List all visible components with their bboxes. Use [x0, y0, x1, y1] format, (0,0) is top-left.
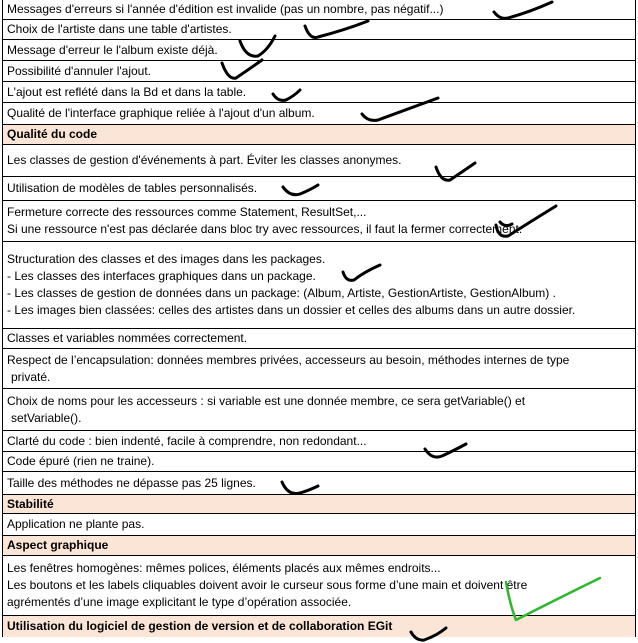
criterion-text: Messages d'erreurs si l'année d'édition est invalide (pas un nombre, pas négatif...): [7, 2, 444, 16]
criterion-row: [3, 82, 635, 103]
criterion-row: [3, 103, 635, 125]
criterion-text: Application ne plante pas.: [7, 517, 145, 531]
criterion-text: privaté.: [11, 369, 51, 384]
criterion-text: - Les images bien classées: celles des artistes dans un dossier et celles des albums dans un autre dossier.: [7, 303, 576, 317]
criterion-text: Les boutons et les labels cliquables doivent avoir le curseur sous forme d’une main et doivent être: [7, 578, 528, 592]
criterion-text: Code épuré (rien ne traine).: [7, 454, 155, 468]
criterion-row: [3, 201, 635, 242]
criterion-text: Choix de l'artiste dans une table d'artistes.: [7, 22, 232, 36]
criterion-row: [3, 145, 635, 177]
criterion-row: [3, 431, 635, 452]
criterion-text: Taille des méthodes ne dépasse pas 25 lignes.: [7, 475, 256, 490]
section-title: Aspect graphique: [7, 538, 109, 552]
section-title: Utilisation du logiciel de gestion de version et de collaboration EGit: [7, 619, 393, 633]
criterion-row: [3, 472, 635, 495]
criterion-text: Choix de noms pour les accesseurs : si variable est une donnée membre, ce sera getVariable() et: [7, 393, 526, 408]
section-header: [3, 495, 635, 514]
criterion-text: Utilisation de modèles de tables personnalisés.: [7, 181, 258, 195]
criterion-text: Si une ressource n'est pas déclarée dans bloc try avec ressources, il faut la fermer correctement.: [7, 222, 523, 236]
criterion-text: setVariable().: [11, 410, 82, 425]
criterion-text: - Les classes de gestion de données dans un package: (Album, Artiste, GestionArtiste, GestionAlbum) .: [7, 286, 556, 300]
criterion-text: - Les classes des interfaces graphiques dans un package.: [7, 269, 316, 283]
criterion-text: Structuration des classes et des images dans les packages.: [7, 252, 326, 266]
criterion-text: Qualité de l'interface graphique reliée à l'ajout d'un album.: [7, 106, 315, 120]
criterion-text: Les classes de gestion d'événements à part. Éviter les classes anonymes.: [7, 153, 402, 167]
criterion-row: [3, 20, 635, 40]
criterion-text: Respect de l’encapsulation: données membres privées, accesseurs au besoin, méthodes internes de type: [7, 352, 570, 367]
criterion-row: [3, 514, 635, 536]
criterion-text: L'ajout est reflété dans la Bd et dans la table.: [7, 84, 247, 99]
criterion-row: [3, 177, 635, 201]
section-header: [3, 616, 635, 637]
criterion-row: [3, 0, 635, 20]
section-title: Qualité du code: [7, 127, 98, 141]
evaluation-table: [2, 0, 636, 637]
criterion-text: Les fenêtres homogènes: mêmes polices, éléments placés aux mêmes endroits...: [7, 561, 441, 575]
criterion-text: Classes et variables nommées correctement.: [7, 331, 248, 345]
criterion-row: [3, 329, 635, 349]
criterion-text: Fermeture correcte des ressources comme Statement, ResultSet,...: [7, 205, 367, 219]
criterion-row: [3, 452, 635, 472]
criterion-row: [3, 40, 635, 61]
section-title: Stabilité: [7, 496, 54, 511]
section-header: [3, 536, 635, 556]
criterion-text: agrémentés d’une image explicitant le type d’opération associée.: [7, 595, 352, 609]
criterion-text: Possibilité d'annuler l'ajout.: [7, 63, 151, 78]
criterion-row: [3, 242, 635, 329]
criterion-row: [3, 556, 635, 616]
criterion-text: Clarté du code : bien indenté, facile à comprendre, non redondant...: [7, 433, 367, 448]
criterion-row: [3, 349, 635, 389]
criterion-row: [3, 61, 635, 82]
criterion-text: Message d'erreur le l'album existe déjà.: [7, 42, 218, 57]
section-header: [3, 125, 635, 145]
criterion-row: [3, 389, 635, 431]
